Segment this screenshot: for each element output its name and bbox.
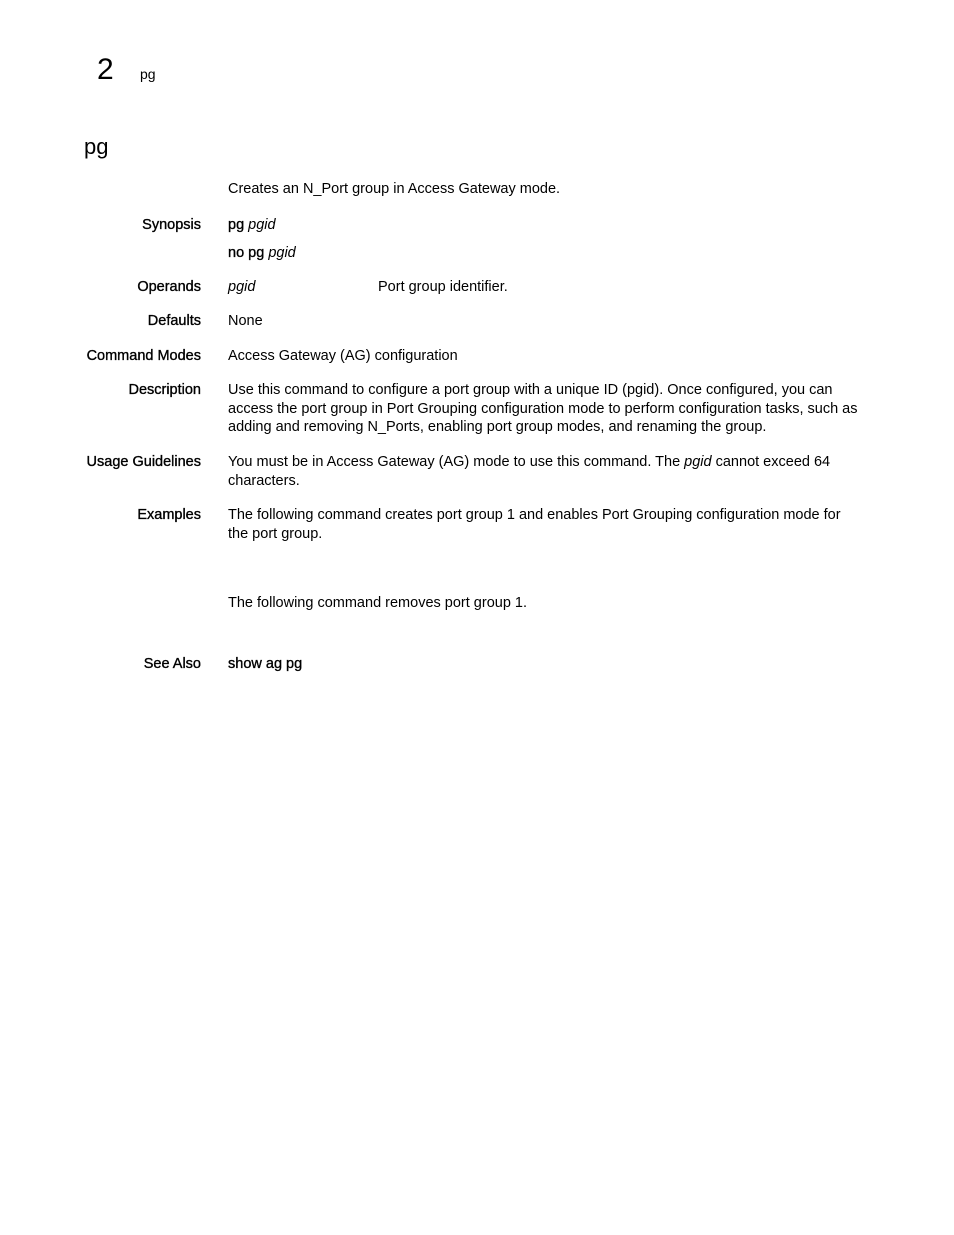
description-label: Description [128,382,201,398]
chapter-number: 2 [97,53,114,86]
defaults-text: None [228,313,263,329]
see-also-label: See Also [143,656,201,672]
description-text: Use this command to configure a port group with a unique ID (pgid). Once configured, you can access the port group in Port Grouping configuration mode to perform configuration tasks, such as adding and removing N_Ports, enabling port group modes, and renaming the group. [228,382,858,435]
command-intro: Creates an N_Port group in Access Gateway mode. [228,181,561,197]
synopsis-argument: pgid [248,217,276,233]
examples-label: Examples [137,507,201,523]
operand-name: pgid [228,279,256,295]
synopsis-line-1 [228,216,878,235]
synopsis-label: Synopsis [142,217,201,233]
synopsis-no-argument: pgid [268,245,296,261]
command-modes-text: Access Gateway (AG) configuration [228,348,458,364]
example-1-text: The following command creates port group 1 and enables Port Grouping configuration mode for the port group. [228,507,841,542]
command-title: pg [84,134,109,159]
synopsis-no-command: no pg [228,245,265,261]
usage-text-after: cannot exceed 64 characters. [228,454,831,489]
usage-guidelines-text [228,453,843,490]
usage-text-before: You must be in Access Gateway (AG) mode to use this command. The [228,454,685,470]
operand-description: Port group identifier. [378,279,508,295]
usage-argument: pgid [684,454,712,470]
usage-guidelines-label: Usage Guidelines [86,454,201,470]
synopsis-line-2 [228,244,878,263]
synopsis-command: pg [228,217,245,233]
running-title: pg [140,66,156,82]
defaults-label: Defaults [147,313,201,329]
see-also-link[interactable]: show ag pg [228,656,303,672]
operands-label: Operands [137,279,201,295]
example-2-text: The following command removes port group 1. [228,595,528,611]
command-modes-label: Command Modes [86,348,201,364]
